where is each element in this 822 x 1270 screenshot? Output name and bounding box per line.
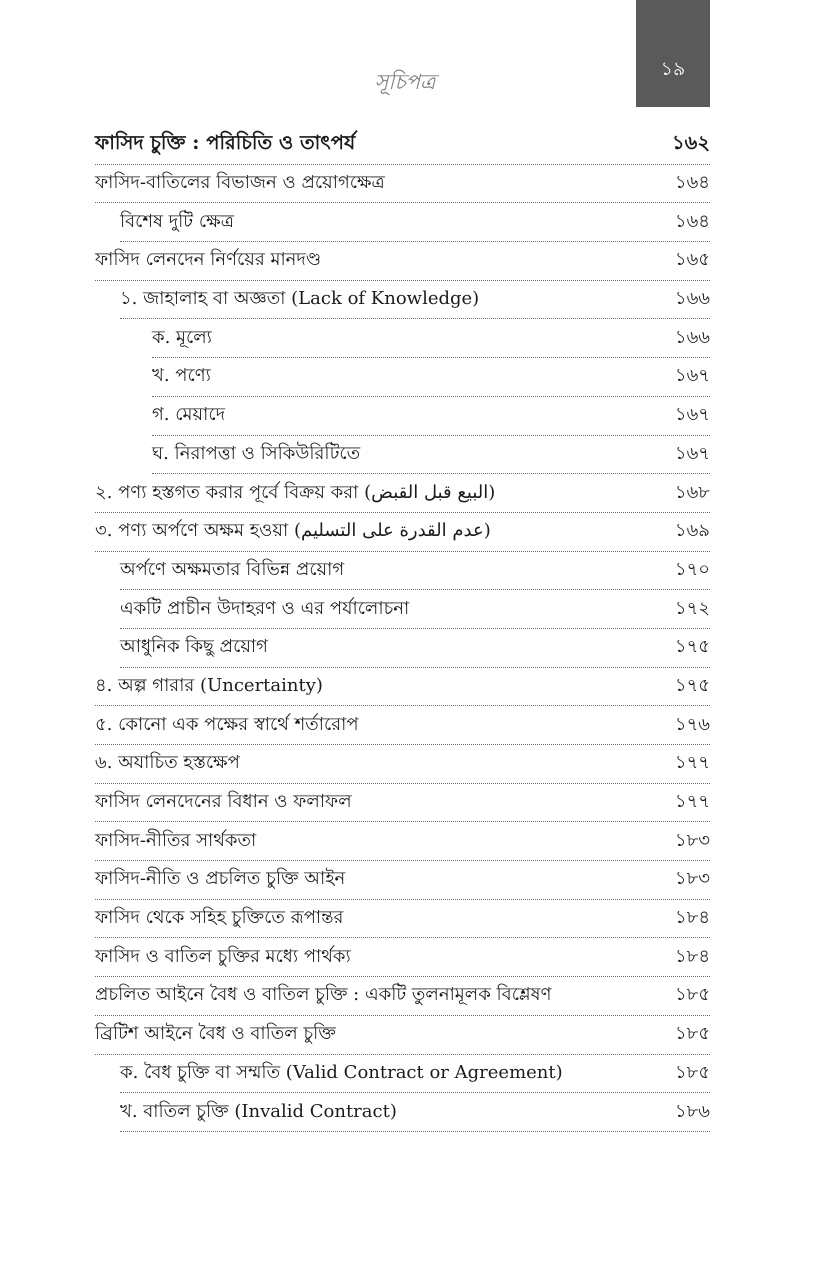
- toc-entry-label: খ. পণ্যে: [152, 365, 211, 387]
- toc-entry-page: ১৮৫: [674, 1023, 710, 1045]
- page-number: ১৯: [660, 58, 686, 80]
- toc-entry: [95, 861, 710, 900]
- toc-entry-page: ১৬৭: [674, 365, 710, 387]
- toc-entry-page: ১৬৭: [674, 404, 710, 426]
- toc-entry: [95, 1016, 710, 1055]
- toc-entry-page: ১৮৩: [674, 868, 710, 890]
- toc-entry-page: ১৬৬: [674, 288, 710, 310]
- toc-entry-label: ১. জাহালাহ বা অজ্ঞতা (Lack of Knowledge): [120, 288, 480, 310]
- toc-entry-label: ৬. অযাচিত হস্তক্ষেপ: [95, 752, 240, 774]
- toc-entry-label: ফাসিদ-বাতিলের বিভাজন ও প্রয়োগক্ষেত্র: [95, 172, 385, 194]
- toc-entry-label: ব্রিটিশ আইনে বৈধ ও বাতিল চুক্তি: [95, 1023, 336, 1045]
- toc-entry: [95, 822, 710, 861]
- toc-entry-page: ১৮৪: [674, 945, 710, 967]
- toc-entry-page: ১৮৫: [674, 1061, 710, 1083]
- toc-entry-label: ফাসিদ-নীতির সার্থকতা: [95, 829, 257, 851]
- toc-entry-page: ১৬৪: [674, 172, 710, 194]
- toc-entry: [95, 668, 710, 707]
- toc-entry-label: আধুনিক কিছু প্রয়োগ: [120, 636, 268, 658]
- toc-entry-label: অর্পণে অক্ষমতার বিভিন্ন প্রয়োগ: [120, 558, 345, 580]
- toc-entry: [152, 397, 710, 436]
- toc-entry: [120, 1093, 710, 1132]
- page-number-tab: [636, 0, 710, 107]
- toc-entry-page: ১৬৯: [674, 520, 710, 542]
- running-header-title: সূচিপত্র: [374, 70, 436, 94]
- toc-entry: [120, 629, 710, 668]
- toc-entry-page: ১৭০: [674, 558, 710, 580]
- toc-entry: [95, 900, 710, 939]
- toc-entry-page: ১৮৪: [674, 907, 710, 929]
- toc-entry-page: ১৭২: [674, 597, 710, 619]
- toc-entry-label: ফাসিদ লেনদেনের বিধান ও ফলাফল: [95, 791, 352, 813]
- toc-entry: [95, 784, 710, 823]
- toc-entry-label: ৫. কোনো এক পক্ষের স্বার্থে শর্তারোপ: [95, 713, 359, 735]
- toc-entry: [120, 203, 710, 242]
- toc-entry: [152, 436, 710, 475]
- toc-entry-label: ২. পণ্য হস্তগত করার পূর্বে বিক্রয় করা (البيع قبل القبض): [95, 481, 496, 503]
- toc-entry: [95, 745, 710, 784]
- toc-entry-label: একটি প্রাচীন উদাহরণ ও এর পর্যালোচনা: [120, 597, 410, 619]
- toc-entry-label: ক. বৈধ চুক্তি বা সম্মতি (Valid Contract or Agreement): [120, 1061, 563, 1083]
- toc-entry-label: ফাসিদ ও বাতিল চুক্তির মধ্যে পার্থক্য: [95, 945, 351, 967]
- toc-entry-label: খ. বাতিল চুক্তি (Invalid Contract): [120, 1100, 397, 1122]
- toc-entry-label: ফাসিদ থেকে সহিহ চুক্তিতে রূপান্তর: [95, 907, 344, 929]
- toc-entry-label: ক. মূল্যে: [152, 326, 212, 348]
- toc-entry: [120, 1055, 710, 1094]
- toc-entry: [120, 552, 710, 591]
- toc-entry: [95, 165, 710, 204]
- toc-entry-page: ১৭৭: [674, 752, 710, 774]
- toc-entry-page: ১৮৩: [674, 829, 710, 851]
- toc-entry-label: বিশেষ দুটি ক্ষেত্র: [120, 210, 234, 232]
- toc-entry-label: ৪. অল্প গারার (Uncertainty): [95, 674, 323, 696]
- toc-entry-page: ১৭৫: [674, 636, 710, 658]
- toc-entry-page: ১৭৬: [674, 713, 710, 735]
- toc-entry-label: গ. মেয়াদে: [152, 404, 226, 426]
- toc-entry-page: ১৬২: [671, 130, 710, 154]
- toc-entry-page: ১৭৫: [674, 674, 710, 696]
- toc-entry: [95, 126, 710, 165]
- toc-entry-page: ১৬৮: [674, 481, 710, 503]
- toc-entry: [95, 242, 710, 281]
- toc-entry-label: ঘ. নিরাপত্তা ও সিকিউরিটিতে: [152, 442, 361, 464]
- toc-entry: [95, 977, 710, 1016]
- toc-entry-page: ১৮৬: [674, 1100, 710, 1122]
- toc-entry: [152, 319, 710, 358]
- toc-entry-page: ১৭৭: [674, 791, 710, 813]
- toc-entry: [95, 513, 710, 552]
- toc-entry: [152, 358, 710, 397]
- toc-entry-label: ফাসিদ চুক্তি : পরিচিতি ও তাৎপর্য: [95, 130, 356, 154]
- toc-entry-page: ১৬৫: [674, 249, 710, 271]
- toc-entry-label: ৩. পণ্য অর্পণে অক্ষম হওয়া (عدم القدرة على التسليم): [95, 520, 491, 542]
- toc-entry: [95, 938, 710, 977]
- toc-entry-label: ফাসিদ লেনদেন নির্ণয়ের মানদণ্ড: [95, 249, 322, 271]
- toc-entry-page: ১৬৬: [674, 326, 710, 348]
- toc-entry: [120, 281, 710, 320]
- toc-entry-label: ফাসিদ-নীতি ও প্রচলিত চুক্তি আইন: [95, 868, 346, 890]
- table-of-contents: [95, 126, 710, 1132]
- toc-entry-page: ১৬৭: [674, 442, 710, 464]
- toc-entry-page: ১৬৪: [674, 210, 710, 232]
- toc-entry: [95, 706, 710, 745]
- toc-entry: [120, 590, 710, 629]
- toc-entry-label: প্রচলিত আইনে বৈধ ও বাতিল চুক্তি : একটি তুলনামূলক বিশ্লেষণ: [95, 984, 552, 1006]
- toc-entry: [95, 474, 710, 513]
- toc-entry-page: ১৮৫: [674, 984, 710, 1006]
